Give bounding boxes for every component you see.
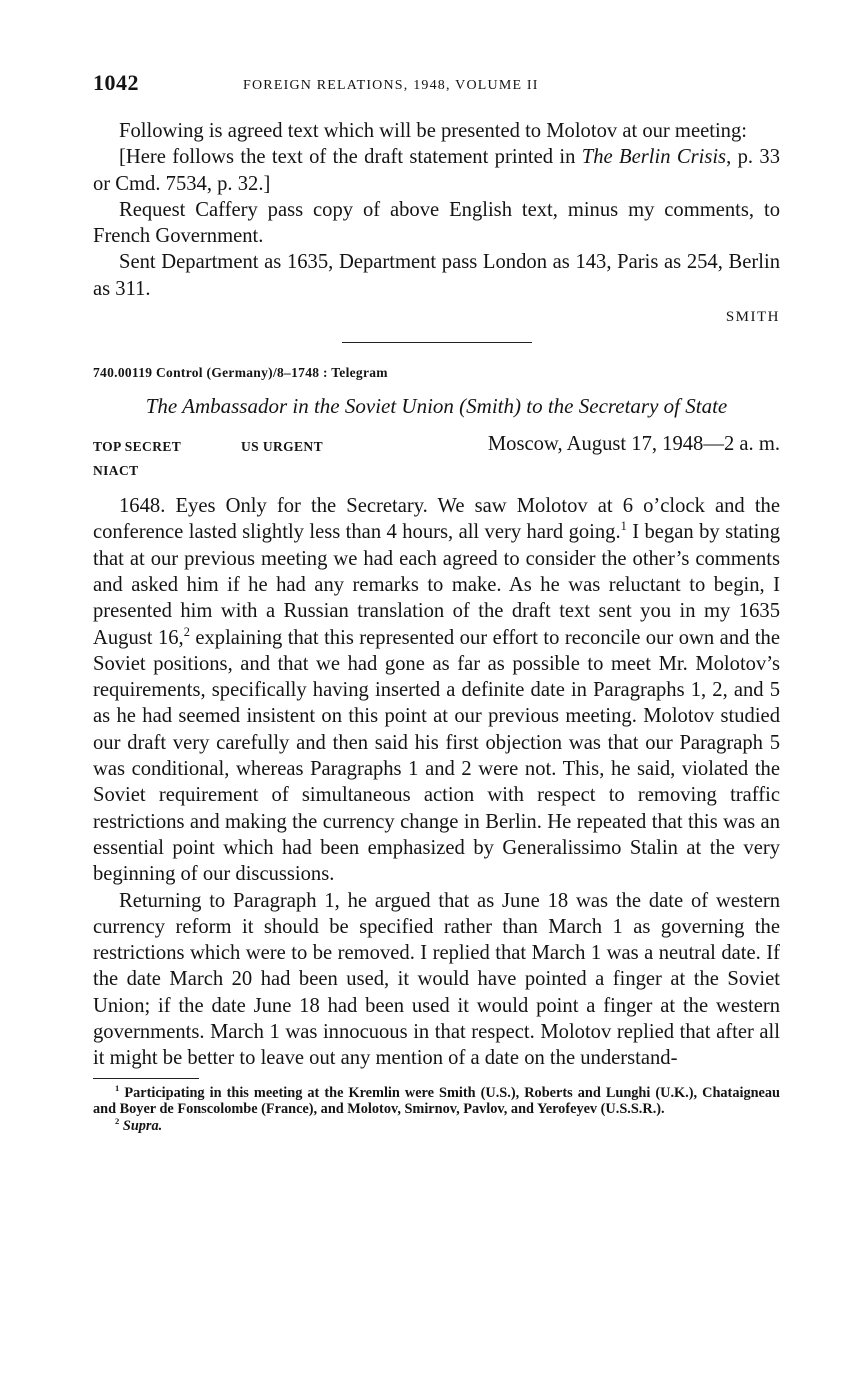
paragraph-text: 1648. Eyes Only for the Secretary. We saw Molotov at 6 o’clock and the conference lasted slightly less than 4 hours, all very hard going. xyxy=(93,495,780,544)
footnote-mark: 2 xyxy=(183,624,190,639)
document-title: The Ambassador in the Soviet Union (Smith) to the Secretary of State xyxy=(145,394,728,419)
document-page xyxy=(93,70,780,1134)
paragraph: Request Caffery pass copy of above English text, minus my comments, to French Government. xyxy=(93,198,780,248)
paragraph xyxy=(93,493,780,887)
footnote-mark: 1 xyxy=(115,1082,120,1093)
classification-us-urgent: US URGENT xyxy=(241,439,323,455)
file-reference: 740.00119 Control (Germany)/8–1748 : Telegram xyxy=(93,365,388,381)
running-head xyxy=(93,70,780,104)
dateline: Moscow, August 17, 1948—2 a. m. xyxy=(487,433,780,456)
footnote xyxy=(93,1115,780,1135)
paragraph-text: explaining that this represented our effort to reconcile our own and the Soviet positions, and that we had gone as far as possible to meet Mr. Molotov’s requirements, specifically having inserted a definite date in Paragraphs 1, 2, and 5 as he had seemed insistent on this point at our previous meeting. Molotov studied our draft very carefully and then said his first objection was that our Paragraph 5 was conditional, whereas Paragraphs 1 and 2 were not. This, he said, violated the Soviet requirement of simultaneous action with respect to removing traffic restrictions and making the currency change in Berlin. He repeated that this was an essential point which had been emphasized by Generalissimo Stalin at the very beginning of our discussions. xyxy=(93,626,780,886)
paragraph: Returning to Paragraph 1, he argued that as June 18 was the date of western currency reform it should be specified rather than March 1 as governing the restrictions which were to be removed. I replied that March 1 was a neutral date. If the date March 20 had been used, it would have pointed a finger at the Soviet Union; if the date June 18 had been used it would point a finger at the western governments. March 1 was innocuous in that respect. Molotov replied that after all it might be better to leave out any mention of a date on the understand- xyxy=(93,889,780,1070)
footnote-rule xyxy=(93,1078,199,1079)
footnotes xyxy=(93,1078,780,1135)
editorial-note xyxy=(93,144,780,197)
page-number: 1042 xyxy=(93,70,139,95)
section-divider xyxy=(342,342,532,343)
telegram-body xyxy=(93,493,780,1072)
footnote xyxy=(93,1082,780,1118)
paragraph: Following is agreed text which will be presented to Molotov at our meeting: xyxy=(119,120,747,142)
editorial-note-suffix: , p. 33 or Cmd. 7534, p. 32.] xyxy=(93,146,780,195)
editorial-note-prefix: [Here follows the text of the draft statement printed in xyxy=(119,146,582,169)
paragraph: Sent Department as 1635, Department pass London as 143, Paris as 254, Berlin as 311. xyxy=(93,251,780,300)
classification-niact: NIACT xyxy=(93,463,139,479)
footnote-mark: 1 xyxy=(620,519,627,534)
paragraph-text: I began by stating that at our previous meeting we had each agreed to consider the other’s comments and asked him if he had any remarks to make. As he was reluctant to begin, I presented him with a Russian translation of the draft text sent you in my 1635 August 16, xyxy=(93,521,780,649)
classification-block xyxy=(93,433,780,483)
running-title: FOREIGN RELATIONS, 1948, VOLUME II xyxy=(243,78,539,93)
signature: SMITH xyxy=(725,309,780,326)
footnote-mark: 2 xyxy=(115,1115,120,1126)
footnote-text: Supra. xyxy=(122,1117,163,1134)
publication-title: The Berlin Crisis xyxy=(581,146,727,169)
footnote-text: Participating in this meeting at the Kremlin were Smith (U.S.), Roberts and Lunghi (U.K.), Chataigneau and Boyer de Fonscolombe (France), and Molotov, Smirnov, Pavlov, and Yerofeyev (U.S.S.R.). xyxy=(93,1084,780,1118)
classification-top-secret: TOP SECRET xyxy=(93,439,182,455)
previous-document-ending xyxy=(93,118,780,328)
